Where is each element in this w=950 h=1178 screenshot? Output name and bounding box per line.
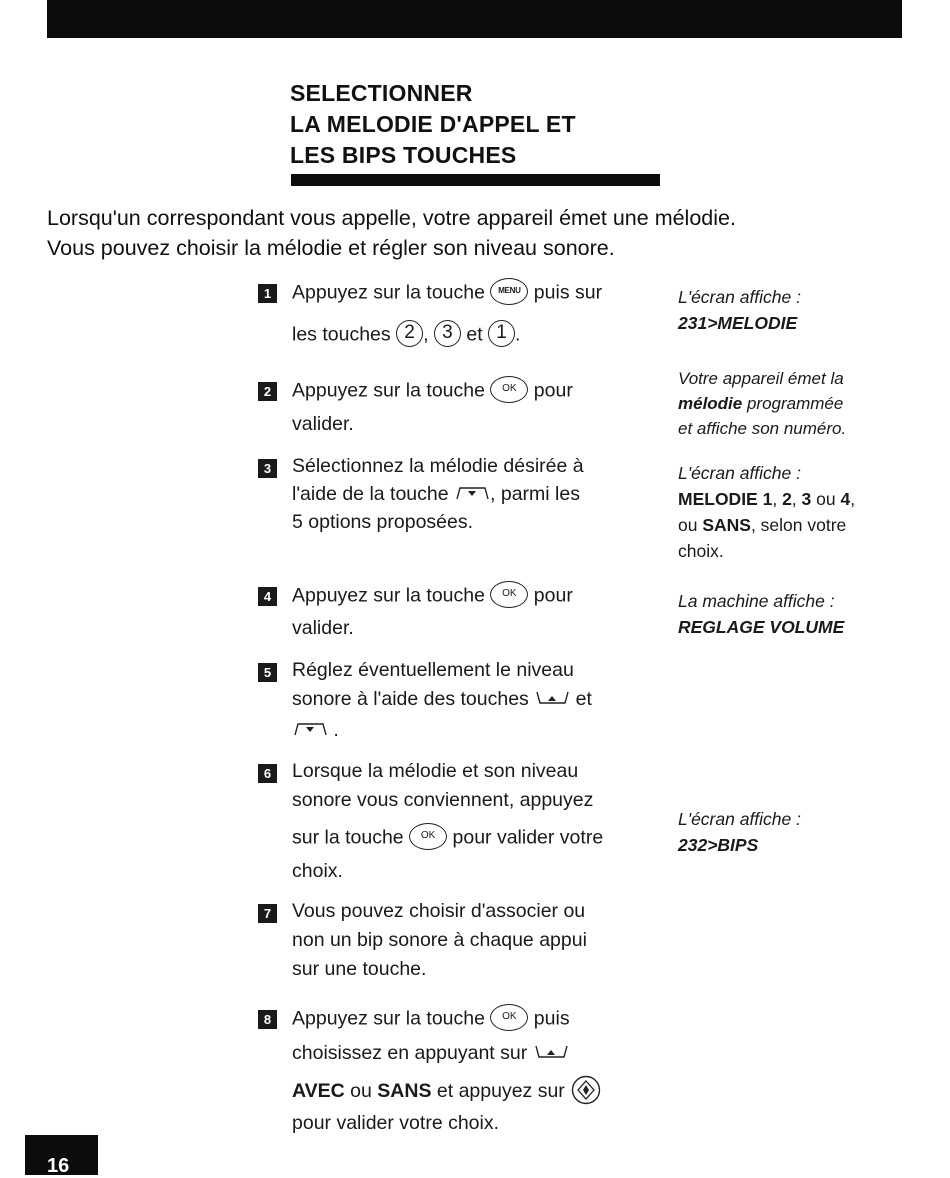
step-number: 5	[258, 663, 277, 682]
step-text: .	[333, 719, 339, 741]
step-text: Appuyez sur la touche	[292, 584, 485, 607]
digit-1-key-icon: 1	[488, 320, 515, 347]
side-note-screen-bips	[678, 806, 801, 858]
step-text: , parmi les	[490, 483, 580, 505]
side-note-bold: 4	[840, 489, 851, 509]
ok-key-icon: OK	[490, 581, 528, 608]
page-number: 16	[25, 1135, 98, 1175]
down-arrow-key-icon	[454, 485, 490, 501]
step-text: non un bip sonore à chaque appui	[292, 929, 587, 951]
side-note-melody-options	[678, 460, 855, 564]
menu-key-icon: MENU	[490, 278, 528, 305]
step-number: 2	[258, 382, 277, 401]
ok-key-icon: OK	[490, 376, 528, 403]
side-note-line: programmée	[742, 394, 844, 413]
side-note-label: L'écran affiche :	[678, 463, 801, 483]
option-avec: AVEC	[292, 1080, 345, 1103]
side-note-label: L'écran affiche :	[678, 809, 801, 829]
step-text: pour valider votre	[452, 826, 604, 849]
step-text: valider.	[292, 617, 354, 639]
down-arrow-key-icon	[292, 721, 328, 737]
top-banner-bar	[47, 0, 902, 38]
side-note-screen-melodie	[678, 284, 801, 336]
step-text: et	[466, 323, 483, 346]
up-arrow-key-icon	[533, 1044, 569, 1060]
side-note-line: Votre appareil émet la	[678, 369, 844, 388]
step-number: 1	[258, 284, 277, 303]
side-note-text: ,	[850, 489, 856, 509]
step-text: ou	[350, 1080, 372, 1103]
side-note-bold: mélodie	[678, 394, 743, 413]
step-text: ,	[423, 323, 429, 346]
validate-key-icon	[570, 1075, 602, 1105]
step-text: l'aide de la touche	[292, 483, 449, 505]
step-text: sur la touche	[292, 826, 404, 849]
side-note-text: ,	[791, 489, 802, 509]
step-text: et	[575, 688, 592, 710]
side-note-display: REGLAGE VOLUME	[678, 617, 845, 637]
step-text: pour	[533, 584, 573, 607]
side-note-text: ou	[811, 489, 841, 509]
side-note-melody-played	[678, 366, 846, 441]
side-note-bold: SANS	[702, 515, 751, 535]
step-text: Sélectionnez la mélodie désirée à	[292, 455, 584, 477]
step-text: valider.	[292, 413, 354, 435]
intro-line-2: Vous pouvez choisir la mélodie et régler son niveau sonore.	[47, 236, 615, 260]
side-note-text: choix.	[678, 541, 724, 561]
step-text: puis	[533, 1007, 570, 1030]
step-number: 7	[258, 904, 277, 923]
step-text: Réglez éventuellement le niveau	[292, 659, 574, 681]
step-text: et appuyez sur	[436, 1080, 565, 1103]
side-note-display: 231>MELODIE	[678, 313, 798, 333]
step-text: sonore à l'aide des touches	[292, 688, 529, 710]
side-note-label: L'écran affiche :	[678, 287, 801, 307]
step-text: puis sur	[533, 281, 603, 304]
heading-underline-bar	[291, 174, 660, 186]
option-sans: SANS	[377, 1080, 432, 1103]
step-text: sur une touche.	[292, 958, 427, 980]
ok-key-icon: OK	[409, 823, 447, 850]
intro-paragraph	[47, 203, 907, 263]
step-number: 8	[258, 1010, 277, 1029]
step-text: pour valider votre choix.	[292, 1112, 500, 1134]
heading-line-1: SELECTIONNER	[290, 80, 473, 106]
side-note-bold: 3	[801, 489, 812, 509]
side-note-text: ,	[772, 489, 783, 509]
step-text: .	[515, 323, 521, 346]
side-note-text: , selon votre	[750, 515, 847, 535]
intro-line-1: Lorsqu'un correspondant vous appelle, votre appareil émet une mélodie.	[47, 206, 736, 230]
section-heading	[290, 78, 576, 171]
digit-3-key-icon: 3	[434, 320, 461, 347]
heading-line-3: LES BIPS TOUCHES	[290, 142, 517, 168]
side-note-bold: 2	[782, 489, 792, 509]
step-number: 3	[258, 459, 277, 478]
side-note-display: 232>BIPS	[678, 835, 759, 855]
step-text: Appuyez sur la touche	[292, 1007, 485, 1030]
side-note-label: La machine affiche :	[678, 591, 835, 611]
step-text: Vous pouvez choisir d'associer ou	[292, 900, 586, 922]
step-text: Lorsque la mélodie et son niveau	[292, 760, 579, 782]
ok-key-icon: OK	[490, 1004, 528, 1031]
heading-line-2: LA MELODIE D'APPEL ET	[290, 111, 576, 137]
side-note-line: et affiche son numéro.	[678, 419, 847, 438]
step-text: choisissez en appuyant sur	[292, 1042, 528, 1064]
side-note-volume	[678, 588, 844, 640]
step-text: 5 options proposées.	[292, 511, 474, 533]
step-text: sonore vous conviennent, appuyez	[292, 789, 594, 811]
step-text: les touches	[292, 323, 391, 346]
step-number: 6	[258, 764, 277, 783]
step-text: Appuyez sur la touche	[292, 379, 485, 402]
step-text: pour	[533, 379, 573, 402]
up-arrow-key-icon	[534, 690, 570, 706]
side-note-text: ou	[678, 515, 703, 535]
step-text: Appuyez sur la touche	[292, 281, 485, 304]
step-number: 4	[258, 587, 277, 606]
step-text: choix.	[292, 860, 343, 882]
side-note-bold: MELODIE 1	[678, 489, 773, 509]
digit-2-key-icon: 2	[396, 320, 423, 347]
